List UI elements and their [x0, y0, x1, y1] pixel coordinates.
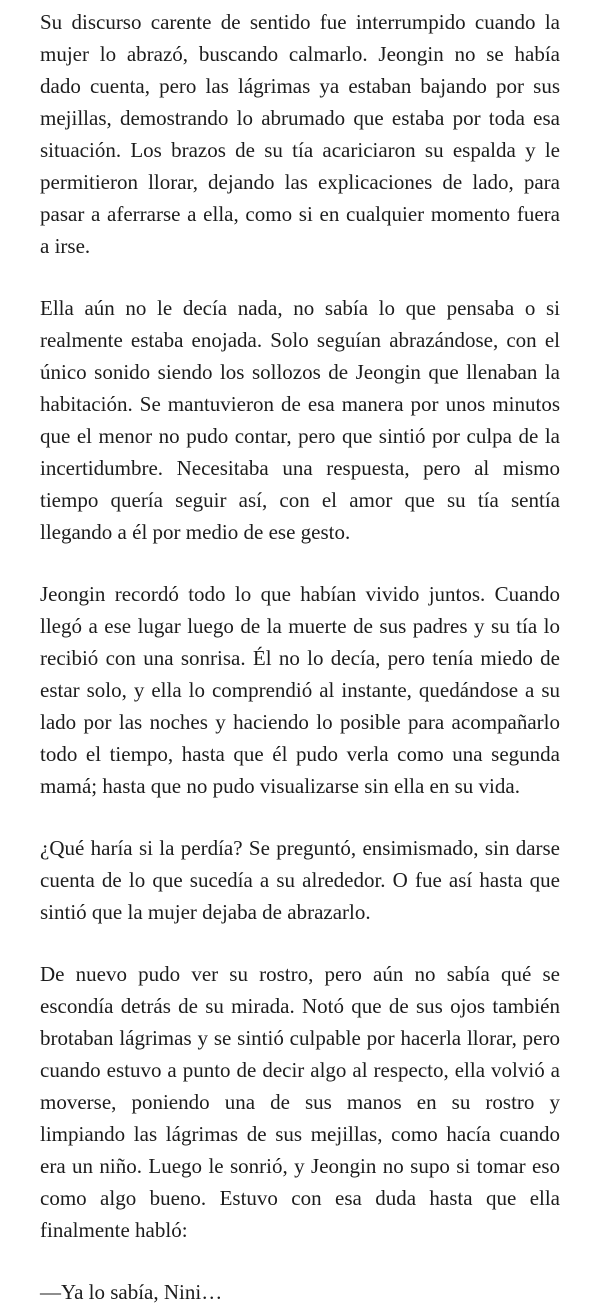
paragraph-5: De nuevo pudo ver su rostro, pero aún no sabía qué se escondía detrás de su mirada. Notó que de sus ojos también brotaban lágrimas y se sintió culpable por hacerla llorar, pero cuando estuvo a punto de decir algo al respecto, ella volvió a moverse, poniendo una de sus manos en su rostro y limpiando las lágrimas de sus mejillas, como hacía cuando era un niño. Luego le sonrió, y Jeongin no supo si tomar eso como algo bueno. Estuvo con esa duda hasta que ella finalmente habló: [40, 962, 560, 1242]
paragraph-2: Ella aún no le decía nada, no sabía lo que pensaba o si realmente estaba enojada. Solo seguían abrazándose, con el único sonido siendo los sollozos de Jeongin que llenaban la habitación. Se mantuvieron de esa manera por unos minutos que el menor no pudo contar, pero que sintió por culpa de la incertidumbre. Necesitaba una respuesta, pero al mismo tiempo quería seguir así, con el amor que su tía sentía llegando a él por medio de ese gesto. [40, 296, 560, 544]
paragraph-1: Su discurso carente de sentido fue interrumpido cuando la mujer lo abrazó, buscando calmarlo. Jeongin no se había dado cuenta, pero las lágrimas ya estaban bajando por sus mejillas, demostrando lo abrumado que estaba por toda esa situación. Los brazos de su tía acariciaron su espalda y le permitieron llorar, dejando las explicaciones de lado, para pasar a aferrarse a ella, como si en cualquier momento fuera a irse. [40, 10, 560, 258]
paragraph-6-dialogue: —Ya lo sabía, Nini… [40, 1280, 223, 1304]
paragraph-3: Jeongin recordó todo lo que habían vivido juntos. Cuando llegó a ese lugar luego de la muerte de sus padres y su tía lo recibió con una sonrisa. Él no lo decía, pero tenía miedo de estar solo, y ella lo comprendió al instante, quedándose a su lado por las noches y haciendo lo posible para acompañarlo todo el tiempo, hasta que él pudo verla como una segunda mamá; hasta que no pudo visualizarse sin ella en su vida. [40, 582, 560, 798]
paragraph-4: ¿Qué haría si la perdía? Se preguntó, ensimismado, sin darse cuenta de lo que sucedía a su alrededor. O fue así hasta que sintió que la mujer dejaba de abrazarlo. [40, 836, 560, 924]
